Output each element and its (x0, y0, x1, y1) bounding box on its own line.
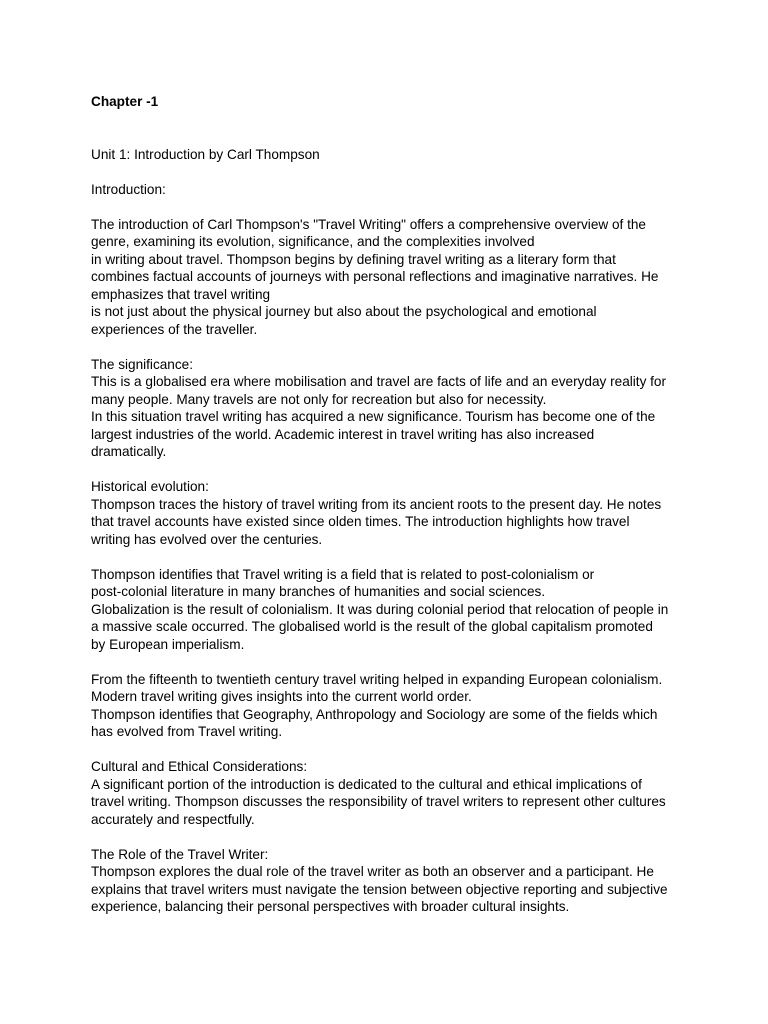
text-line: Historical evolution: (91, 479, 209, 494)
text-line: The significance: (91, 356, 194, 372)
unit-title: Unit 1: Introduction by Carl Thompson (91, 146, 320, 162)
spacer (91, 461, 691, 479)
paragraph-block (91, 478, 691, 548)
text-line: In this situation travel writing has acquired a new significance. Tourism has become one of the (91, 409, 656, 424)
text-line: From the fifteenth to twentieth century travel writing helped in expanding European colonialism. (91, 671, 663, 687)
text-line: has evolved from Travel writing. (91, 724, 283, 739)
text-line: post-colonial literature in many branches of humanities and social sciences. (91, 584, 546, 599)
text-line: largest industries of the world. Academic interest in travel writing has also increased (91, 426, 595, 442)
text-line: in writing about travel. Thompson begins by defining travel writing as a literary form that (91, 251, 616, 267)
spacer (91, 163, 691, 181)
document-content (91, 93, 691, 916)
text-line: many people. Many travels are not only for recreation but also for necessity. (91, 391, 547, 407)
text-line: Cultural and Ethical Considerations: (91, 759, 308, 774)
paragraph-block (91, 758, 691, 828)
text-line: is not just about the physical journey but also about the psychological and emotional (91, 304, 597, 319)
paragraph-block (91, 846, 691, 916)
text-line: writing has evolved over the centuries. (91, 531, 323, 547)
text-line: Thompson identifies that Travel writing is a field that is related to post-colonialism or (91, 566, 595, 582)
spacer (91, 653, 691, 671)
text-line: A significant portion of the introduction is dedicated to the cultural and ethical implications of (91, 776, 642, 792)
text-line: Thompson identifies that Geography, Anthropology and Sociology are some of the fields which (91, 706, 658, 722)
paragraph-block (91, 181, 691, 199)
text-line: The introduction of Carl Thompson's "Travel Writing" offers a comprehensive overview of the (91, 216, 646, 232)
paragraph-block (91, 566, 691, 654)
paragraph-block (91, 671, 691, 741)
spacer (91, 338, 691, 356)
paragraph-block (91, 356, 691, 461)
text-line: Modern travel writing gives insights into the current world order. (91, 689, 472, 704)
text-line: a massive scale occurred. The globalised world is the result of the global capitalism promoted (91, 619, 653, 634)
text-line: Introduction: (91, 181, 166, 197)
text-line: combines factual accounts of journeys with personal reflections and imaginative narratives. He (91, 269, 659, 284)
text-line: dramatically. (91, 444, 167, 459)
spacer (91, 198, 691, 216)
text-line: emphasizes that travel writing (91, 286, 271, 302)
text-line: that travel accounts have existed since olden times. The introduction highlights how travel (91, 514, 630, 529)
document-body (91, 181, 691, 916)
text-line: genre, examining its evolution, significance, and the complexities involved (91, 234, 535, 249)
text-line: Thompson explores the dual role of the travel writer as both an observer and a participant. He (91, 864, 654, 879)
text-line: explains that travel writers must navigate the tension between objective reporting and subjective (91, 881, 668, 897)
chapter-title: Chapter -1 (91, 94, 159, 109)
text-line: experience, balancing their personal perspectives with broader cultural insights. (91, 899, 570, 914)
text-line: by European imperialism. (91, 636, 245, 652)
text-line: Thompson traces the history of travel writing from its ancient roots to the present day. He notes (91, 496, 662, 512)
text-line: travel writing. Thompson discusses the responsibility of travel writers to represent other cultures (91, 794, 666, 809)
spacer (91, 741, 691, 759)
text-line: experiences of the traveller. (91, 321, 258, 337)
text-line: The Role of the Travel Writer: (91, 846, 269, 862)
paragraph-block (91, 216, 691, 339)
spacer (91, 828, 691, 846)
spacer (91, 111, 691, 146)
text-line: This is a globalised era where mobilisation and travel are facts of life and an everyday reality for (91, 374, 667, 389)
spacer (91, 548, 691, 566)
text-line: accurately and respectfully. (91, 811, 255, 827)
text-line: Globalization is the result of colonialism. It was during colonial period that relocation of people in (91, 601, 669, 617)
